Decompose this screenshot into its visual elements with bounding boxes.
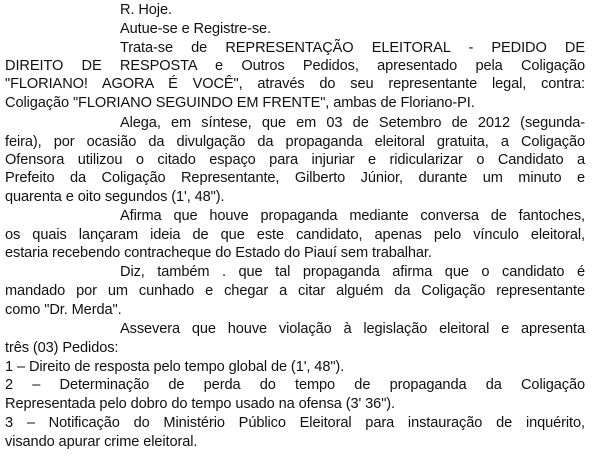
paragraph-line: DIREITO DE RESPOSTA e Outros Pedidos, apresentado pela Coligação [5, 58, 585, 74]
paragraph-line: mandado por um cunhado e chegar a citar alguém da Coligação representante [5, 283, 585, 299]
request-item: 2 – Determinação de perda do tempo de propaganda da Coligação [5, 377, 585, 393]
paragraph-line: Afirma que houve propaganda mediante conversa de fantoches, [120, 208, 585, 224]
paragraph-line: Diz, também . que tal propaganda afirma que o candidato é [120, 264, 585, 280]
paragraph-line: Trata-se de REPRESENTAÇÃO ELEITORAL - PEDIDO DE [120, 40, 585, 56]
paragraph-line: Ofensora utilizou o citado espaço para injuriar e ridicularizar o Candidato a [5, 152, 585, 168]
dispatch-line: R. Hoje. [120, 2, 172, 18]
paragraph-line: Assevera que houve violação à legislação eleitoral e apresenta [120, 321, 585, 337]
paragraph-line: três (03) Pedidos: [5, 340, 119, 356]
paragraph-line: os quais lançaram ideia de que este candidato, apenas pelo vínculo eleitoral, [5, 227, 585, 243]
paragraph-line: Alega, em síntese, que em 03 de Setembro de 2012 (segunda- [120, 115, 585, 131]
paragraph-line: "FLORIANO! AGORA É VOCÊ", através do seu representante legal, contra: [5, 76, 585, 92]
paragraph-line: estaria recebendo contracheque do Estado do Piauí sem trabalhar. [5, 245, 432, 261]
paragraph-line: quarenta e oito segundos (1', 48"). [5, 189, 225, 205]
paragraph-line: feira), por ocasião da divulgação da propaganda eleitoral gratuita, a Coligação [5, 134, 585, 150]
request-item-continuation: Representada pelo dobro do tempo usado na ofensa (3' 36"). [5, 396, 395, 412]
request-item: 1 – Direito de resposta pelo tempo global de (1', 48"). [5, 359, 345, 375]
paragraph-line: Prefeito da Coligação Representante, Gilberto Júnior, durante um minuto e [5, 170, 585, 186]
order-line: Autue-se e Registre-se. [120, 21, 272, 37]
paragraph-line: Coligação "FLORIANO SEGUINDO EM FRENTE", ambas de Floriano-PI. [5, 95, 475, 111]
request-item: 3 – Notificação do Ministério Público Eleitoral para instauração de inquérito, [5, 415, 585, 431]
request-item-continuation: visando apurar crime eleitoral. [5, 434, 198, 450]
paragraph-line: como "Dr. Merda". [5, 302, 122, 318]
